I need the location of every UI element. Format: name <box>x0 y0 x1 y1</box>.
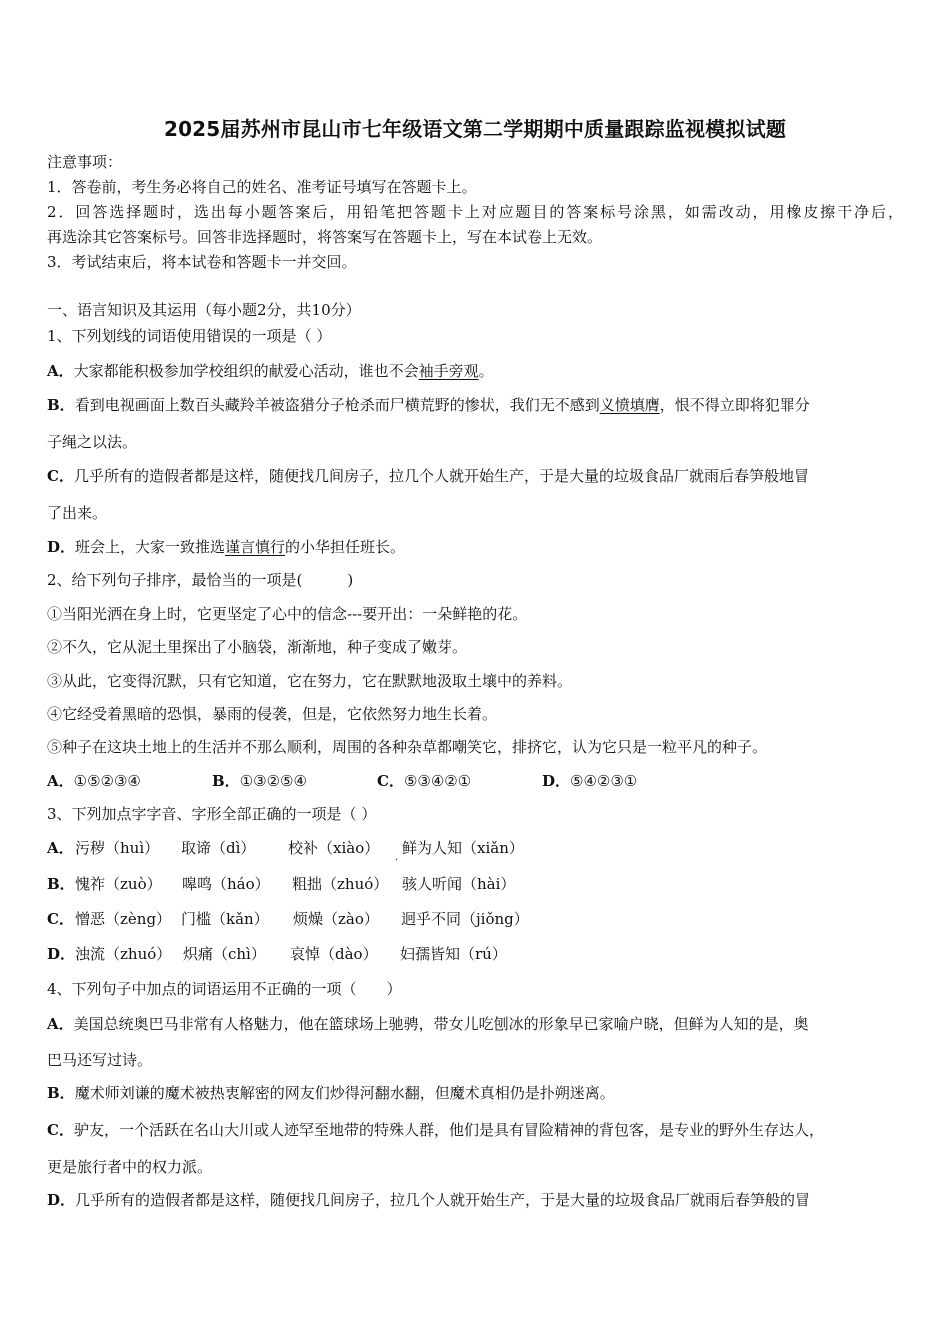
q2-sentence-3: ③从此，它变得沉默，只有它知道，它在努力，它在默默地汲取土壤中的养料。 <box>47 672 573 690</box>
q4-option-a: A．美国总统奥巴马非常有人格魅力，他在篮球场上驰骋，带女儿吃刨冰的形象早已家喻户晓，但鲜为人知的是，奥 <box>47 1015 809 1033</box>
option-label: C． <box>47 1121 74 1139</box>
option-label: D． <box>47 945 76 963</box>
q1-stem: 1、下列划线的词语使用错误的一项是（ ） <box>47 327 332 345</box>
option-label: D． <box>47 1191 76 1209</box>
page-title: 2025届苏州市昆山市七年级语文第二学期期中质量跟踪监视模拟试题 <box>163 117 787 141</box>
q2-stem: 2、给下列句子排序，最恰当的一项是( ) <box>47 571 354 589</box>
option-label: A． <box>47 1015 74 1033</box>
q3-option-a: A．污秽（huì） 取谛（dì） 校补（xiào） 鲜为人知（xiǎn） <box>47 839 524 857</box>
underlined-word: 谨言慎行 <box>225 538 286 556</box>
notice-item-2: 2．回答选择题时，选出每小题答案后，用铅笔把答题卡上对应题目的答案标号涂黑，如需改动，用橡皮擦干净后， <box>47 203 903 221</box>
q4-option-a-cont: 巴马还写过诗。 <box>47 1051 153 1069</box>
notice-item-2-cont: 再选涂其它答案标号。回答非选择题时，将答案写在答题卡上，写在本试卷上无效。 <box>47 228 603 246</box>
notice-heading: 注意事项： <box>47 153 123 171</box>
q2-option-a: A．①⑤②③④ <box>47 772 141 790</box>
q4-option-d: D．几乎所有的造假者都是这样，随便找几间房子，拉几个人就开始生产，于是大量的垃圾食品厂就雨后春笋般的冒 <box>47 1191 811 1209</box>
q4-option-c-cont: 更是旅行者中的权力派。 <box>47 1158 213 1176</box>
q1-option-a: A．大家都能积极参加学校组织的献爱心活动，谁也不会袖手旁观。 <box>47 362 494 380</box>
q1-option-d: D．班会上，大家一致推选谨言慎行的小华担任班长。 <box>47 538 406 556</box>
option-label: A． <box>47 839 74 857</box>
q4-option-c: C．驴友，一个活跃在名山大川或人迹罕至地带的特殊人群，他们是具有冒险精神的背包客，是专业的野外生存达人， <box>47 1121 824 1139</box>
q4-stem: 4、下列句子中加点的词语运用不正确的一项（ ） <box>47 980 402 998</box>
q3-option-c: C．憎恶（zèng） 门槛（kǎn） 烦燥（zào） 迥乎不同（jiǒng） <box>47 910 529 928</box>
q4-option-b: B．魔术师刘谦的魔术被热衷解密的网友们炒得河翻水翻，但魔术真相仍是扑朔迷离。 <box>47 1084 615 1102</box>
option-label: C． <box>47 467 74 485</box>
option-label: C． <box>47 910 74 928</box>
option-label: B． <box>47 875 75 893</box>
q2-option-b: B．①③②⑤④ <box>212 772 307 790</box>
q3-stem: 3、下列加点字字音、字形全部正确的一项是（ ） <box>47 805 377 823</box>
option-label: B． <box>47 396 75 414</box>
q2-option-d: D．⑤④②③① <box>542 772 638 790</box>
underlined-word: 义愤填膺 <box>599 396 660 414</box>
notice-item-1: 1．答卷前，考生务必将自己的姓名、准考证号填写在答题卡上。 <box>47 178 477 196</box>
q1-option-c-cont: 了出来。 <box>47 504 108 522</box>
option-label: B． <box>47 1084 75 1102</box>
q2-options <box>47 771 637 791</box>
q1-option-c: C．几乎所有的造假者都是这样，随便找几间房子，拉几个人就开始生产，于是大量的垃圾食品厂就雨后春笋般地冒 <box>47 467 809 485</box>
q1-option-b-cont: 子绳之以法。 <box>47 433 138 451</box>
q2-sentence-4: ④它经受着黑暗的恐惧，暴雨的侵袭，但是，它依然努力地生长着。 <box>47 705 498 723</box>
notice-item-3: 3．考试结束后，将本试卷和答题卡一并交回。 <box>47 253 357 271</box>
q2-sentence-5: ⑤种子在这块土地上的生活并不那么顺利，周围的各种杂草都嘲笑它，排挤它，认为它只是一粒平凡的种子。 <box>47 738 768 756</box>
section-heading: 一、语言知识及其运用（每小题2分，共10分） <box>47 301 361 319</box>
q3-option-b: B．愧祚（zuò） 嗥鸣（háo） 粗拙（zhuó） 骇人听闻（hài） <box>47 875 516 893</box>
underlined-word: 袖手旁观 <box>418 362 479 380</box>
q2-option-c: C．⑤③④②① <box>377 772 472 790</box>
option-label: A． <box>47 362 74 380</box>
q2-sentence-1: ①当阳光洒在身上时，它更坚定了心中的信念---要开出：一朵鲜艳的花。 <box>47 605 528 623</box>
q1-option-b: B．看到电视画面上数百头藏羚羊被盗猎分子枪杀而尸横荒野的惨状，我们无不感到义愤填膺，恨不得立即将犯罪分 <box>47 396 810 414</box>
q3-option-d: D．浊流（zhuó） 炽痛（chì） 哀悼（dào） 妇孺皆知（rú） <box>47 945 507 963</box>
option-label: D． <box>47 538 76 556</box>
q2-sentence-2: ②不久，它从泥土里探出了小脑袋，渐渐地，种子变成了嫩芽。 <box>47 638 468 656</box>
emphasis-dot: . <box>395 852 399 863</box>
